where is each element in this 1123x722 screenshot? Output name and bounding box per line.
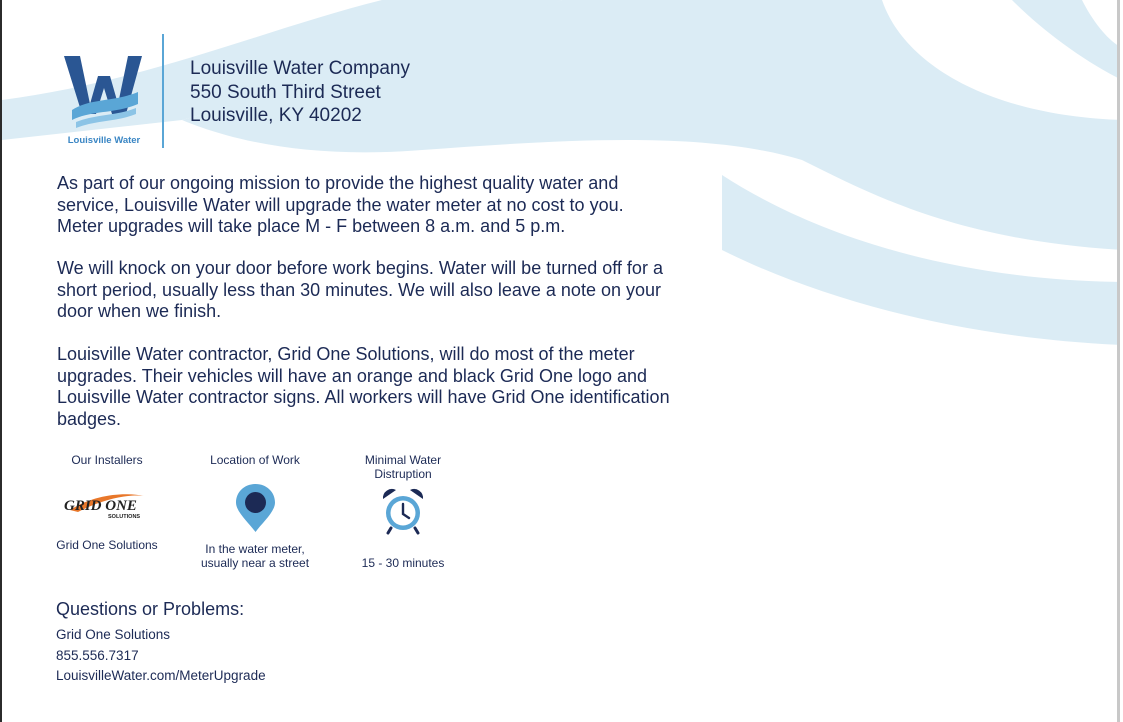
grid-one-logo-icon [60, 486, 150, 522]
logo-wordmark: Louisville Water [67, 135, 141, 146]
paragraph-process [57, 258, 697, 323]
header-divider [162, 34, 164, 148]
text-line: Minimal Water [364, 453, 442, 467]
text-line: We will knock on your door before work begins. Water will be turned off for a [57, 258, 663, 278]
text-line: Louisville Water contractor, Grid One Solutions, will do most of the meter [57, 344, 635, 364]
svg-text:GRID ONE: GRID ONE [64, 498, 137, 514]
text-line: badges. [57, 408, 122, 429]
text-line: Louisville Water contractor signs. All workers will have Grid One identification [57, 387, 670, 407]
svg-text:SOLUTIONS: SOLUTIONS [108, 514, 141, 520]
questions-heading: Questions or Problems: [56, 599, 245, 619]
contact-url: LouisvilleWater.com/MeterUpgrade [56, 668, 266, 683]
text-line: short period, usually less than 30 minutes. We will also leave a note on your [57, 279, 661, 300]
text-line: upgrades. Their vehicles will have an orange and black Grid One logo and [57, 365, 648, 386]
text-line: door when we finish. [57, 301, 222, 321]
city-state-zip: Louisville, KY 40202 [190, 105, 362, 126]
disruption-title [348, 453, 458, 481]
paragraph-mission [57, 173, 697, 238]
contact-name: Grid One Solutions [56, 627, 171, 642]
location-caption [190, 542, 320, 570]
contact-phone: 855.556.7317 [56, 648, 139, 663]
text-line: As part of our ongoing mission to provide the highest quality water and [57, 173, 619, 193]
alarm-clock-icon [380, 487, 426, 535]
company-address [190, 57, 410, 128]
paragraph-contractor [57, 344, 697, 430]
company-name: Louisville Water Company [190, 58, 410, 79]
street-address: 550 South Third Street [190, 81, 381, 103]
installers-title: Our Installers [71, 453, 143, 467]
text-line: usually near a street [200, 556, 310, 570]
location-title: Location of Work [210, 453, 300, 467]
text-line: service, Louisville Water will upgrade the water meter at no cost to you. [57, 194, 624, 215]
text-line: In the water meter, [205, 542, 305, 556]
installers-caption: Grid One Solutions [56, 538, 158, 552]
louisville-water-logo [62, 52, 146, 148]
location-pin-icon [235, 483, 276, 533]
text-line: Meter upgrades will take place M - F between 8 a.m. and 5 p.m. [57, 216, 566, 236]
disruption-caption: 15 - 30 minutes [361, 556, 445, 570]
text-line: Distruption [374, 467, 432, 481]
